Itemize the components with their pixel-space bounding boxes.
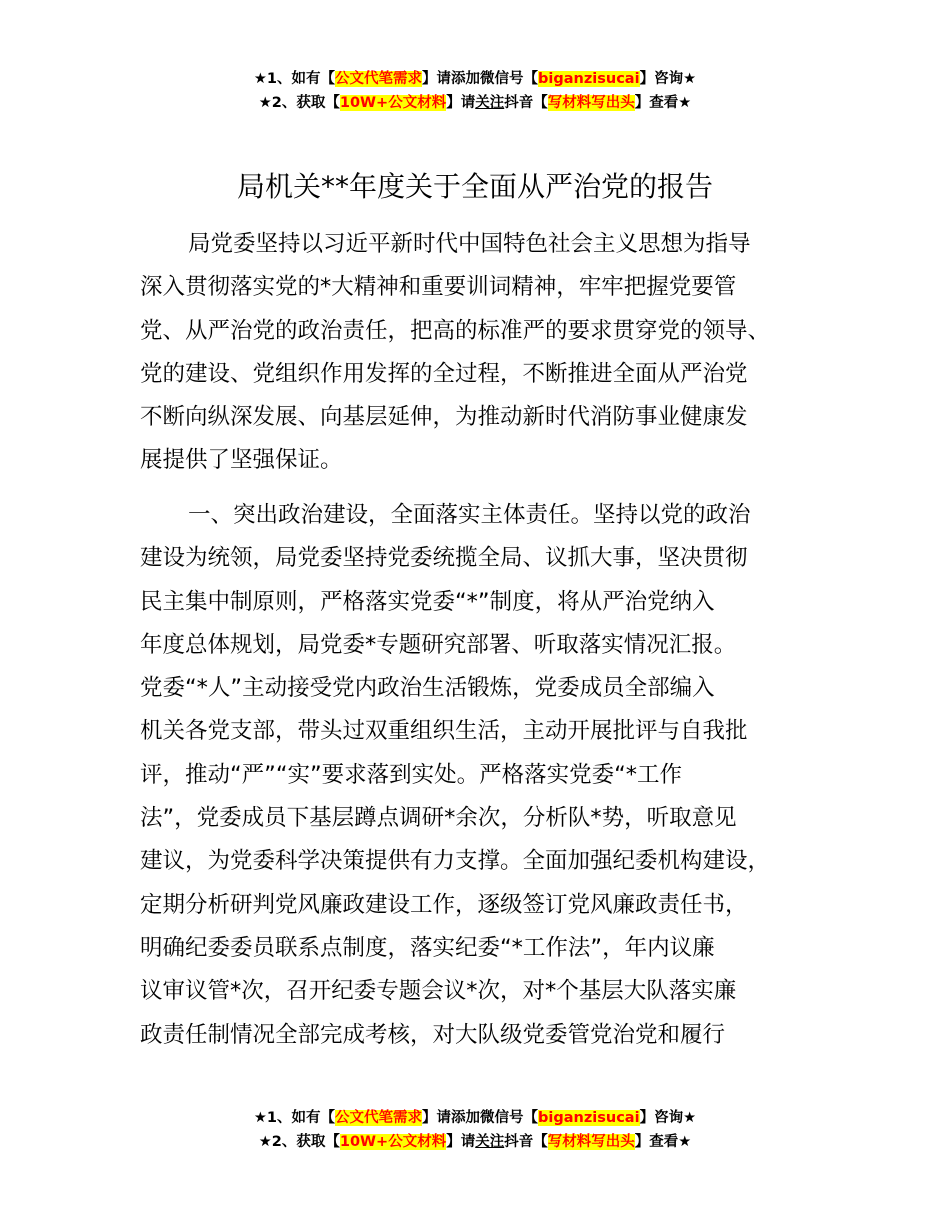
footer-highlight: 写材料写出头 bbox=[547, 1134, 635, 1150]
text-line: 明确纪委委员联系点制度，落实纪委“*工作法”，年内议廉 bbox=[140, 934, 715, 961]
text-line: 建设为统领，局党委坚持党委统揽全局、议抓大事，坚决贯彻 bbox=[140, 545, 748, 572]
paragraph-section-1 bbox=[140, 494, 830, 1057]
text-line: 政责任制情况全部完成考核，对大队级党委管党治党和履行 bbox=[140, 1021, 726, 1048]
header-text: 】咨询★ bbox=[639, 71, 697, 87]
text-line: 展提供了坚强保证。 bbox=[140, 447, 343, 474]
header-line-2 bbox=[0, 91, 950, 115]
header-highlight: 写材料写出头 bbox=[547, 95, 635, 111]
text-line: 机关各党支部，带头过双重组织生活，主动开展批评与自我批 bbox=[140, 718, 748, 745]
footer-highlight: 10W+公文材料 bbox=[339, 1134, 447, 1150]
text-line: 局党委坚持以习近平新时代中国特色社会主义思想为指导 bbox=[188, 231, 751, 257]
footer-line-1 bbox=[0, 1106, 950, 1130]
text-line: 建议，为党委科学决策提供有力支撑。全面加强纪委机构建设， bbox=[140, 848, 771, 875]
header-text: 】请 bbox=[446, 95, 476, 111]
header-line-1 bbox=[0, 67, 950, 91]
text-line: 评，推动“严”“实”要求落到实处。严格落实党委“*工作 bbox=[140, 761, 683, 788]
text-line: 不断向纵深发展、向基层延伸，为推动新时代消防事业健康发 bbox=[140, 404, 748, 431]
footer-text: 抖音【 bbox=[504, 1134, 548, 1150]
text-line: 民主集中制原则，严格落实党委“*”制度，将从严治党纳入 bbox=[140, 588, 715, 615]
footer-highlight: 公文代笔需求 bbox=[335, 1110, 423, 1126]
text-line: 一、突出政治建设，全面落实主体责任。坚持以党的政治 bbox=[188, 502, 751, 528]
footer-line-2 bbox=[0, 1130, 950, 1154]
footer-text: 】请添加微信号【 bbox=[422, 1110, 539, 1126]
text-line: 定期分析研判党风廉政建设工作，逐级签订党风廉政责任书， bbox=[140, 891, 748, 918]
footer-text: 】请 bbox=[446, 1134, 476, 1150]
footer-text: ★2、获取【 bbox=[258, 1134, 340, 1150]
text-line: 法”，党委成员下基层蹲点调研*余次，分析队*势，听取意见 bbox=[140, 805, 737, 832]
text-line: 党的建设、党组织作用发挥的全过程，不断推进全面从严治党 bbox=[140, 360, 748, 387]
header-text: 】查看★ bbox=[634, 95, 692, 111]
footer-text: 】咨询★ bbox=[639, 1110, 697, 1126]
header-highlight: 10W+公文材料 bbox=[339, 95, 447, 111]
header-text: ★2、获取【 bbox=[258, 95, 340, 111]
text-line: 议审议管*次，召开纪委专题会议*次，对*个基层大队落实廉 bbox=[140, 978, 737, 1005]
header-underlined: 关注 bbox=[475, 95, 505, 111]
footer-underlined: 关注 bbox=[475, 1134, 505, 1150]
footer-text: 】查看★ bbox=[634, 1134, 692, 1150]
text-line: 深入贯彻落实党的*大精神和重要训词精神，牢牢把握党要管 bbox=[140, 274, 737, 301]
paragraph-intro bbox=[140, 223, 830, 483]
header-highlight: 公文代笔需求 bbox=[335, 71, 423, 87]
text-line: 党、从严治党的政治责任，把高的标准严的要求贯穿党的领导、 bbox=[140, 317, 771, 344]
footer-highlight-wechat: biganzisucai bbox=[538, 1110, 640, 1126]
header-highlight-wechat: biganzisucai bbox=[538, 71, 640, 87]
text-line: 年度总体规划，局党委*专题研究部署、听取落实情况汇报。 bbox=[140, 631, 737, 658]
footer-text: ★1、如有【 bbox=[253, 1110, 336, 1126]
header-text: ★1、如有【 bbox=[253, 71, 336, 87]
document-title: 局机关**年度关于全面从严治党的报告 bbox=[236, 170, 713, 203]
text-line: 党委“*人”主动接受党内政治生活锻炼，党委成员全部编入 bbox=[140, 675, 715, 702]
footer-banner bbox=[0, 1106, 950, 1154]
header-text: 抖音【 bbox=[504, 95, 548, 111]
header-banner bbox=[0, 67, 950, 115]
header-text: 】请添加微信号【 bbox=[422, 71, 539, 87]
